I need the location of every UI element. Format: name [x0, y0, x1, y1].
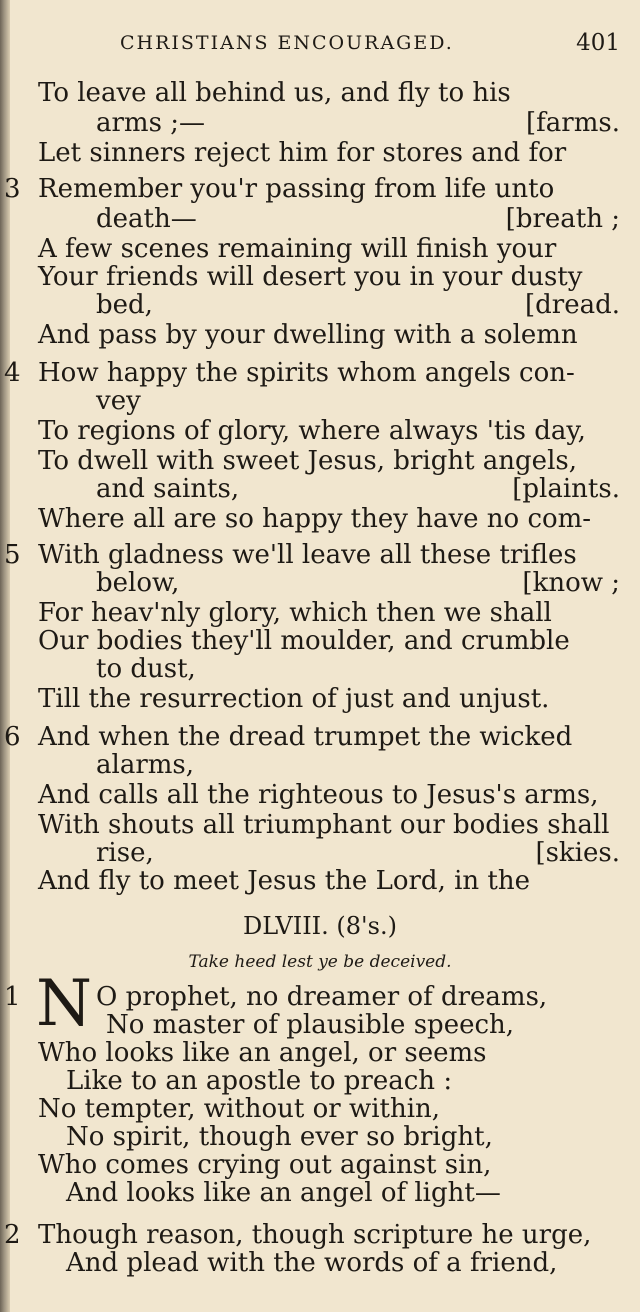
- verse-line: To dwell with sweet Jesus, bright angels,: [38, 446, 577, 476]
- verse-line: To leave all behind us, and fly to his: [38, 78, 511, 108]
- stanza-number: 1: [4, 982, 21, 1012]
- verse-line: Who comes crying out against sin,: [38, 1150, 492, 1180]
- verse-line: And looks like an angel of light—: [66, 1178, 501, 1208]
- verse-line: arms ;—: [96, 108, 205, 138]
- verse-line: With shouts all triumphant our bodies shall: [38, 810, 610, 840]
- verse-line: Till the resurrection of just and unjust.: [38, 684, 550, 714]
- verse-line: alarms,: [96, 750, 195, 780]
- stanza-number: 4: [4, 358, 21, 388]
- verse-line: No tempter, without or within,: [38, 1094, 441, 1124]
- stanza-number: 5: [4, 540, 21, 570]
- verse-line: Our bodies they'll moulder, and crumble: [38, 626, 570, 656]
- verse-line: Who looks like an angel, or seems: [38, 1038, 487, 1068]
- verse-line: And plead with the words of a friend,: [66, 1248, 558, 1278]
- hymn-subtitle: Take heed lest ye be deceived.: [188, 952, 452, 972]
- verse-line: With gladness we'll leave all these trifles: [38, 540, 577, 570]
- running-title: CHRISTIANS ENCOURAGED.: [120, 32, 454, 54]
- verse-line: For heav'nly glory, which then we shall: [38, 598, 552, 628]
- verse-line: A few scenes remaining will finish your: [38, 234, 557, 264]
- verse-line: Your friends will desert you in your dusty: [38, 262, 583, 292]
- verse-line: and saints,: [96, 474, 240, 504]
- stanza-number: 3: [4, 174, 21, 204]
- verse-line: rise,: [96, 838, 154, 868]
- turnover-line: [dread.: [524, 290, 620, 320]
- verse-line: below,: [96, 568, 180, 598]
- verse-line: To regions of glory, where always 'tis day,: [38, 416, 586, 446]
- verse-line: And pass by your dwelling with a solemn: [38, 320, 578, 350]
- verse-line: How happy the spirits whom angels con-: [38, 358, 575, 388]
- verse-line: And fly to meet Jesus the Lord, in the: [38, 866, 531, 896]
- drop-cap: N: [36, 967, 92, 1041]
- verse-line: death—: [96, 204, 197, 234]
- verse-line: And when the dread trumpet the wicked: [38, 722, 573, 752]
- turnover-line: [farms.: [526, 108, 620, 138]
- turnover-line: [know ;: [522, 568, 620, 598]
- verse-line: No spirit, though ever so bright,: [66, 1122, 493, 1152]
- verse-line: Let sinners reject him for stores and for: [38, 138, 567, 168]
- turnover-line: [plaints.: [512, 474, 620, 504]
- verse-line: Though reason, though scripture he urge,: [38, 1220, 592, 1250]
- turnover-line: [skies.: [535, 838, 620, 868]
- verse-line: vey: [96, 386, 141, 416]
- page-number: 401: [576, 30, 620, 56]
- verse-line: O prophet, no dreamer of dreams,: [96, 982, 548, 1012]
- stanza-number: 2: [4, 1220, 21, 1250]
- page-header: [120, 30, 620, 62]
- turnover-line: [breath ;: [505, 204, 620, 234]
- verse-line: bed,: [96, 290, 153, 320]
- hymn-title: DLVIII. (8's.): [243, 912, 397, 940]
- verse-line: Like to an apostle to preach :: [66, 1066, 453, 1096]
- verse-line: Remember you'r passing from life unto: [38, 174, 555, 204]
- stanza-number: 6: [4, 722, 21, 752]
- verse-line: to dust,: [96, 654, 196, 684]
- verse-line: And calls all the righteous to Jesus's arms,: [38, 780, 599, 810]
- verse-line: No master of plausible speech,: [106, 1010, 515, 1040]
- verse-line: Where all are so happy they have no com-: [38, 504, 592, 534]
